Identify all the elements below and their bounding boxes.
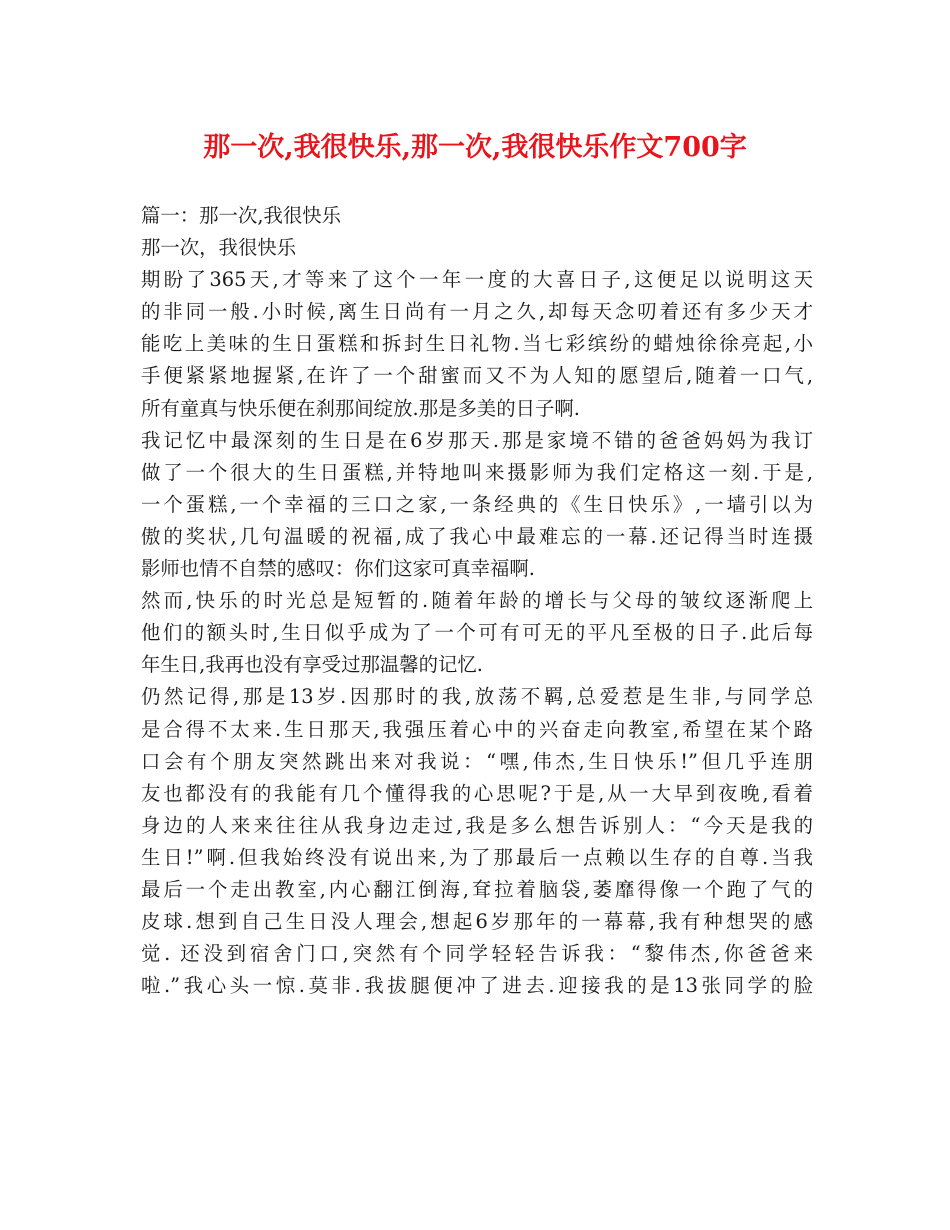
text-line: 生日!”啊.但我始终没有说出来,为了那最后一点赖以生存的自尊.当我 bbox=[141, 845, 813, 869]
text-line: 他们的额头时,生日似乎成为了一个可有可无的平凡至极的日子.此后每 bbox=[141, 621, 813, 645]
text-line: 所有童真与快乐便在刹那间绽放.那是多美的日子啊. bbox=[141, 396, 580, 420]
section-heading: 篇一：那一次,我很快乐 bbox=[141, 204, 342, 227]
text-line: 口会有个朋友突然跳出来对我说：“嘿,伟杰,生日快乐!”但几乎连朋 bbox=[141, 749, 813, 773]
essay-title: 那一次，我很快乐 bbox=[141, 236, 297, 260]
text-line: 友也都没有的我能有几个懂得我的心思呢?于是,从一大早到夜晚,看着 bbox=[141, 781, 813, 805]
text-line: 傲的奖状,几句温暖的祝福,成了我心中最难忘的一幕.还记得当时连摄 bbox=[141, 524, 813, 548]
text-line: 一个蛋糕,一个幸福的三口之家,一条经典的《生日快乐》,一墙引以为 bbox=[141, 492, 813, 516]
text-line: 我记忆中最深刻的生日是在6岁那天.那是家境不错的爸爸妈妈为我订 bbox=[141, 428, 813, 452]
text-line: 最后一个走出教室,内心翻江倒海,耷拉着脑袋,萎靡得像一个跑了气的 bbox=[141, 877, 813, 901]
text-line: 然而,快乐的时光总是短暂的.随着年龄的增长与父母的皱纹逐渐爬上 bbox=[141, 589, 813, 613]
text-line: 做了一个很大的生日蛋糕,并特地叫来摄影师为我们定格这一刻.于是, bbox=[141, 460, 813, 484]
text-line: 的非同一般.小时候,离生日尚有一月之久,却每天念叨着还有多少天才 bbox=[141, 300, 813, 324]
text-line: 觉. 还没到宿舍门口,突然有个同学轻轻告诉我：“黎伟杰,你爸爸来 bbox=[141, 942, 813, 966]
text-line: 身边的人来来往往从我身边走过,我是多么想告诉别人：“今天是我的 bbox=[141, 813, 813, 837]
document-body bbox=[141, 200, 813, 1002]
text-line: 年生日,我再也没有享受过那温馨的记忆. bbox=[141, 653, 483, 677]
text-line: 啦.”我心头一惊.莫非.我拔腿便冲了进去.迎接我的是13张同学的脸 bbox=[141, 974, 813, 998]
document-title: 那一次,我很快乐,那一次,我很快乐作文700字 bbox=[203, 132, 747, 163]
text-line: 仍然记得,那是13岁.因那时的我,放荡不羁,总爱惹是生非,与同学总 bbox=[141, 685, 813, 709]
text-line: 能吃上美味的生日蛋糕和拆封生日礼物.当七彩缤纷的蜡烛徐徐亮起,小 bbox=[141, 332, 813, 356]
text-line: 皮球.想到自己生日没人理会,想起6岁那年的一幕幕,我有种想哭的感 bbox=[141, 910, 813, 934]
text-line: 手便紧紧地握紧,在许了一个甜蜜而又不为人知的愿望后,随着一口气, bbox=[141, 364, 813, 388]
text-line: 影师也情不自禁的感叹：你们这家可真幸福啊. bbox=[141, 557, 535, 581]
text-line: 是合得不太来.生日那天,我强压着心中的兴奋走向教室,希望在某个路 bbox=[141, 717, 813, 741]
text-line: 期盼了365天,才等来了这个一年一度的大喜日子,这便足以说明这天 bbox=[141, 268, 813, 292]
